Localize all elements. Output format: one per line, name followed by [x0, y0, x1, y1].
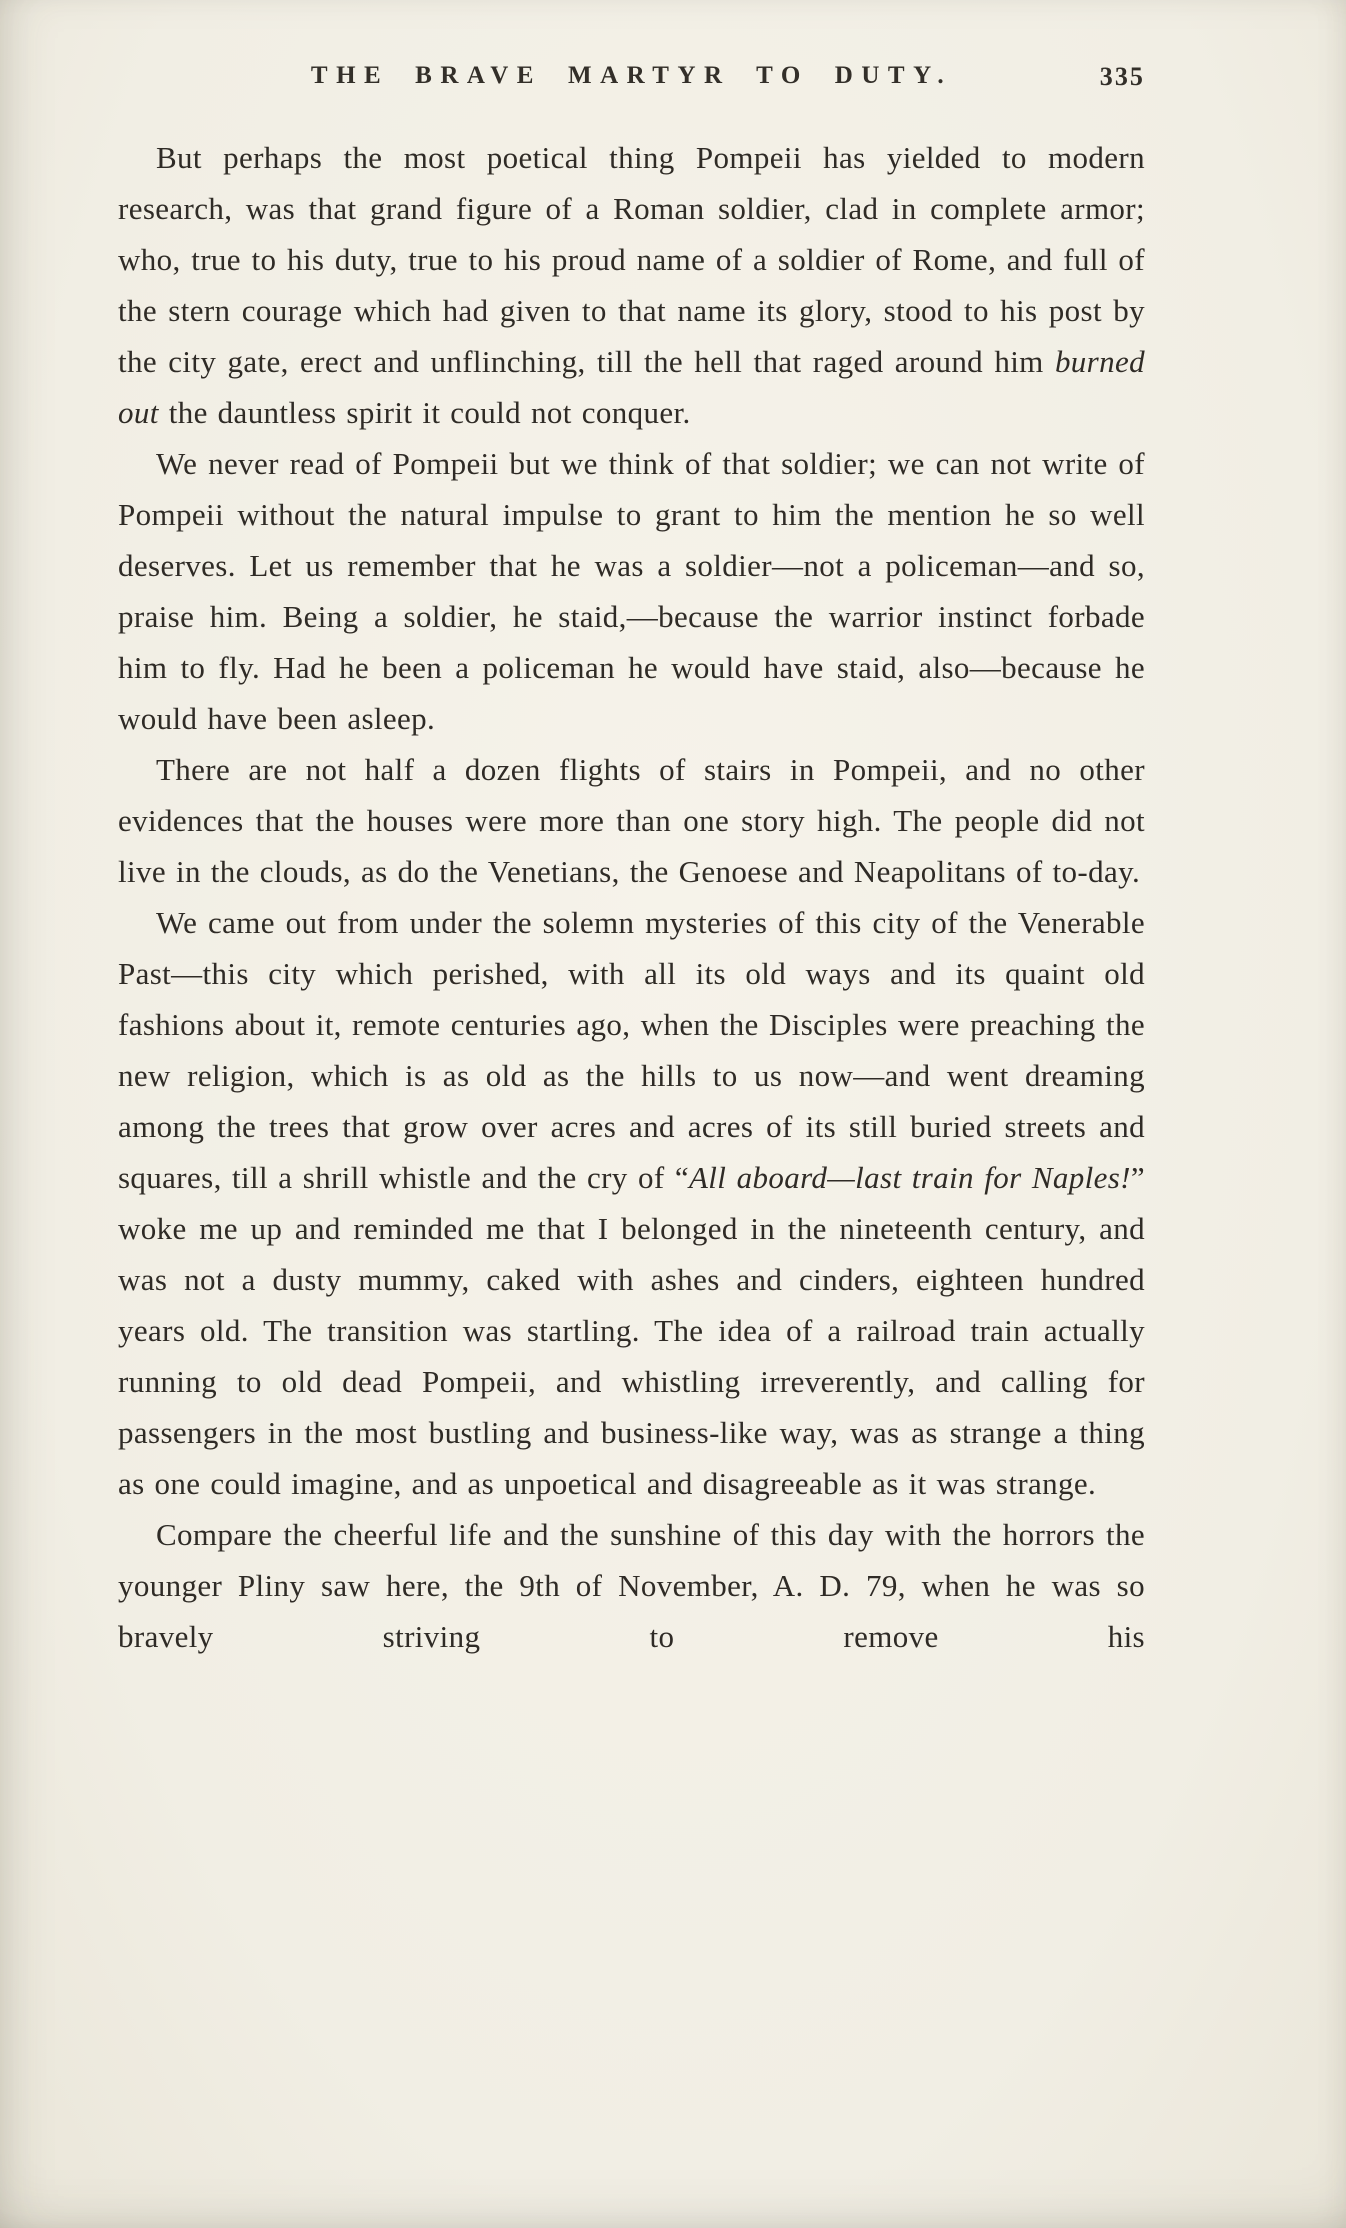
running-head-title: THE BRAVE MARTYR TO DUTY.	[310, 62, 953, 89]
page-body	[118, 132, 1145, 1662]
text-segment: We never read of Pompeii but we think of that soldier; we can not write of Pompeii without the natural impulse to grant to him the mention he so well deserves. Let us remember that he was a soldier—not a policeman—and so, praise him. Being a soldier, he staid,—because the warrior instinct forbade him to fly. Had he been a policeman he would have staid, also—because he would have been asleep.	[118, 446, 1145, 736]
paragraph	[118, 897, 1145, 1509]
text-segment: Compare the cheerful life and the sunshine of this day with the horrors the younger Pliny saw here, the 9th of November, A. D. 79, when he was so bravely striving to remove his	[118, 1517, 1145, 1654]
paragraph	[118, 1509, 1145, 1662]
text-segment: There are not half a dozen flights of stairs in Pompeii, and no other evidences that the houses were more than one story high. The people did not live in the clouds, as do the Venetians, the Genoese and Neapolitans of to-day.	[118, 752, 1145, 889]
text-segment: the dauntless spirit it could not conquer.	[158, 395, 691, 430]
page-header	[118, 62, 1145, 106]
text-segment: But perhaps the most poetical thing Pompeii has yielded to modern research, was that grand figure of a Roman soldier, clad in complete armor; who, true to his duty, true to his proud name of a soldier of Rome, and full of the stern courage which had given to that name its glory, stood to his post by the city gate, erect and unflinching, till the hell that raged around him	[118, 140, 1145, 379]
paragraph	[118, 438, 1145, 744]
text-segment: ” woke me up and reminded me that I belonged in the nineteenth century, and was not a dusty mummy, caked with ashes and cinders, eighteen hundred years old. The transition was startling. The idea of a railroad train actually running to old dead Pompeii, and whistling irreverently, and calling for passengers in the most bustling and business-like way, was as strange a thing as one could imagine, and as unpoetical and disagreeable as it was strange.	[118, 1160, 1146, 1501]
italic-phrase: burned out	[118, 344, 1145, 430]
text-segment: We came out from under the solemn mysteries of this city of the Venerable Past—this city which perished, with all its old ways and its quaint old fashions about it, remote centuries ago, when the Disciples were preaching the new religion, which is as old as the hills to us now—and went dreaming among the trees that grow over acres and acres of its still buried streets and squares, till a shrill whistle and the cry of “	[118, 905, 1145, 1195]
italic-phrase: All aboard—last train for Naples!	[688, 1160, 1131, 1195]
page-number: 335	[1099, 62, 1145, 91]
paragraph	[118, 132, 1145, 438]
paragraph	[118, 744, 1145, 897]
